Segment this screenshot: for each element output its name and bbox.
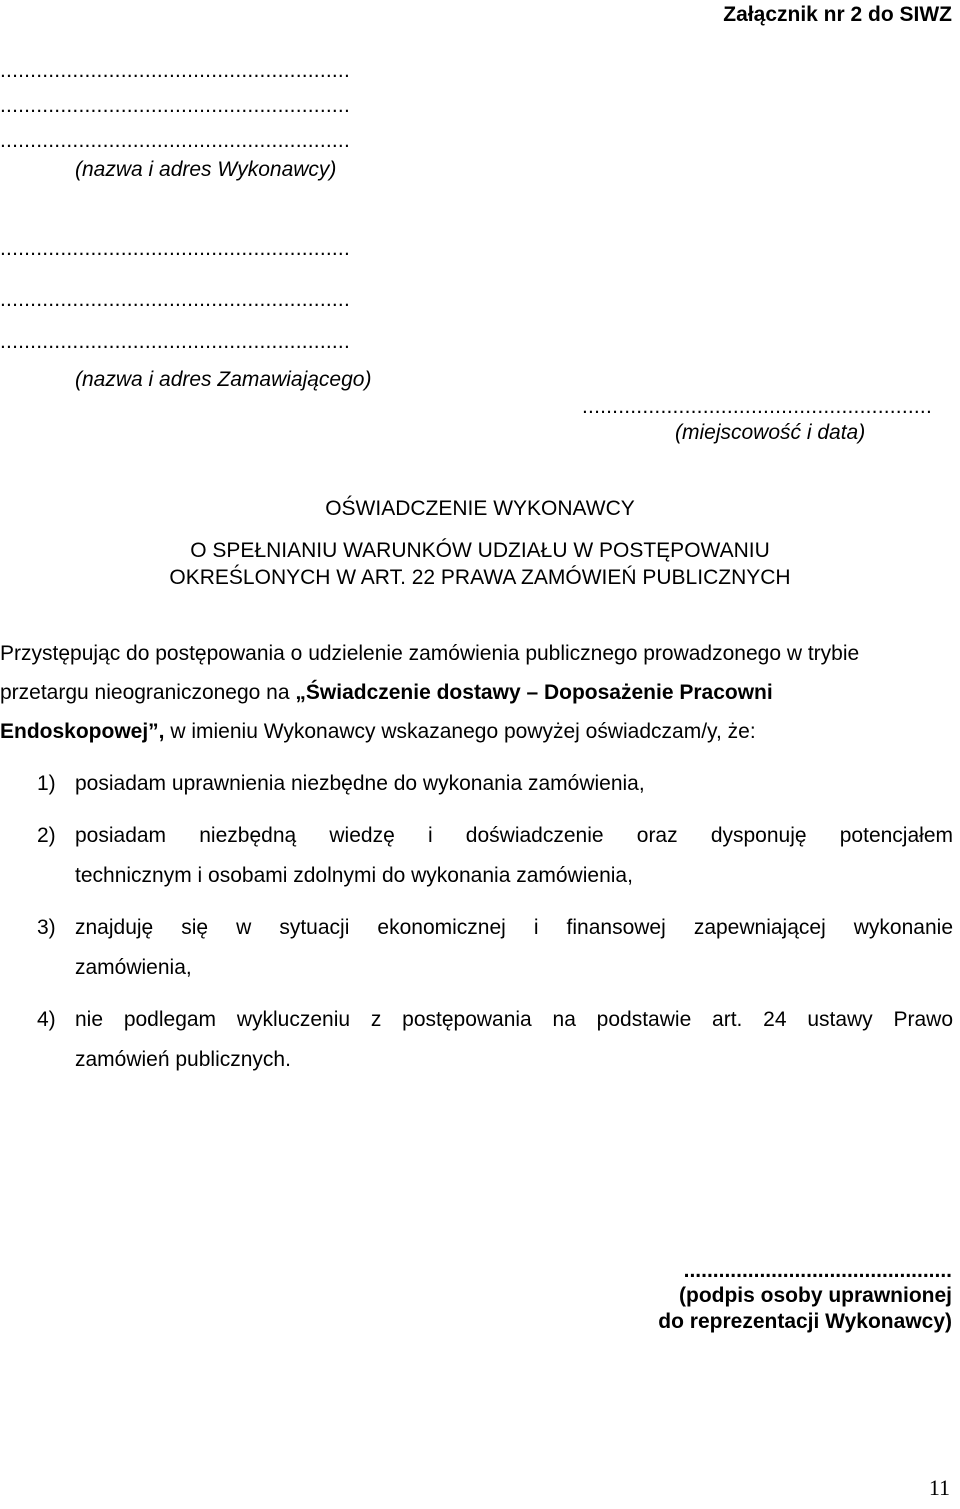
intro-line-1: Przystępując do postępowania o udzielenie zamówienia publicznego prowadzonego w trybie (0, 642, 860, 665)
ordering-party-dots-3: .......................................................... (0, 330, 350, 353)
item-text-line: posiadam uprawnienia niezbędne do wykonania zamówienia, (75, 772, 645, 795)
contractor-dots-1: .......................................................... (0, 59, 350, 82)
item-text-line: technicznym i osobami zdolnymi do wykonania zamówienia, (75, 864, 633, 887)
signature-dots: .............................................. (683, 1259, 952, 1282)
ordering-party-caption: (nazwa i adres Zamawiającego) (75, 368, 372, 391)
item-text-line: zamówień publicznych. (75, 1048, 291, 1071)
title-line-2: O SPEŁNIANIU WARUNKÓW UDZIAŁU W POSTĘPOWANIU (190, 539, 770, 562)
title-line-1: OŚWIADCZENIE WYKONAWCY (325, 497, 635, 520)
item-text-line: znajduję się w sytuacji ekonomicznej i finansowej zapewniającej wykonanie (75, 916, 953, 939)
contractor-dots-3: .......................................................... (0, 129, 350, 152)
annex-title: Załącznik nr 2 do SIWZ (723, 3, 952, 26)
procurement-subject-part-2: Endoskopowej”, (0, 720, 165, 743)
intro-line-3 (0, 721, 756, 742)
ordering-party-dots-2: .......................................................... (0, 288, 350, 311)
signature-caption-line-1: (podpis osoby uprawnionej (679, 1284, 952, 1307)
page-number: 11 (928, 1475, 950, 1500)
item-number: 1) (37, 772, 56, 795)
ordering-party-dots-1: .......................................................... (0, 237, 350, 260)
item-text-line: nie podlegam wykluczeniu z postępowania na podstawie art. 24 ustawy Prawo (75, 1008, 953, 1031)
place-date-caption: (miejscowość i data) (675, 421, 866, 444)
intro-line-3-suffix: w imieniu Wykonawcy wskazanego powyżej oświadczam/y, że: (170, 720, 756, 743)
contractor-dots-2: .......................................................... (0, 94, 350, 117)
procurement-subject-part-1: „Świadczenie dostawy – Doposażenie Pracowni (295, 681, 773, 704)
intro-line-2 (0, 682, 773, 703)
item-number: 2) (37, 824, 56, 847)
signature-caption-line-2: do reprezentacji Wykonawcy) (658, 1310, 952, 1333)
item-text-line: posiadam niezbędną wiedzę i doświadczenie oraz dysponuję potencjałem (75, 824, 953, 847)
item-number: 4) (37, 1008, 56, 1031)
intro-line-2-prefix: przetargu nieograniczonego na (0, 681, 290, 704)
contractor-caption: (nazwa i adres Wykonawcy) (75, 158, 337, 181)
place-date-dots: .......................................................... (582, 395, 932, 418)
item-number: 3) (37, 916, 56, 939)
title-line-3: OKREŚLONYCH W ART. 22 PRAWA ZAMÓWIEŃ PUBLICZNYCH (169, 566, 791, 589)
item-text-line: zamówienia, (75, 956, 192, 979)
